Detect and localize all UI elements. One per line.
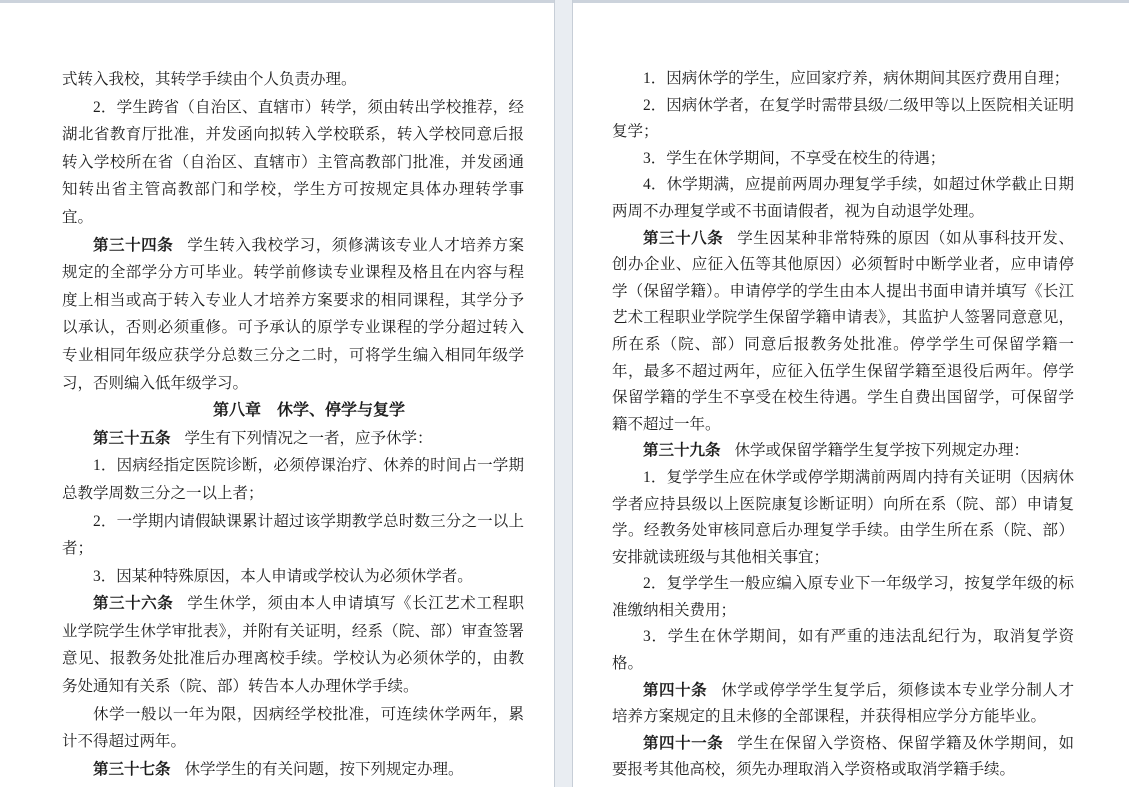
article-40 xyxy=(612,678,1074,731)
article-38-text: 学生因某种非常特殊的原因（如从事科技开发、创办企业、应征入伍等其他原因）必须暂时中断学业者，应申请停学（保留学籍）。申请停学的学生由本人提出书面申请并填写《长江艺术工程职业学院学生保留学籍申请表》，其监护人签署同意意见，所在系（院、部）同意后报教务处批准。停学学生可保留学籍一年，最多不超过两年，应征入伍学生保留学籍至退役后两年。停学保留学籍的学生不享受在校生待遇。学生自费出国留学，可保留学籍不超过一年。 xyxy=(612,229,1074,433)
page-left-text xyxy=(62,66,524,783)
article-39 xyxy=(612,438,1074,465)
list-item-2: 2．因病休学者，在复学时需带县级/二级甲等以上医院相关证明复学； xyxy=(612,96,1074,141)
article-34-text: 学生转入我校学习，须修满该专业人才培养方案规定的全部学分方可毕业。转学前修读专业课程及格且在内容与程度上相当或高于转入专业人才培养方案要求的相同课程，其学分予以承认，否则必须重修。可予承认的原学专业课程的学分超过转入专业相同年级应获学分总数三分之二时，可将学生编入相同年级学习，否则编入低年级学习。 xyxy=(62,236,524,392)
article-36 xyxy=(62,590,524,700)
paragraph-transfer-item-2: 2．学生跨省（自治区、直辖市）转学，须由转出学校推荐，经湖北省教育厅批准，并发函向拟转入学校联系，转入学校同意后报转入学校所在省（自治区、直辖市）主管高教部门批准，并发函通知转出省主管高教部门和学校，学生方可按规定具体办理转学事宜。 xyxy=(62,98,524,226)
article-39-text: 休学或保留学籍学生复学按下列规定办理： xyxy=(734,442,1029,460)
list-item-2: 2．复学学生一般应编入原专业下一年级学习，按复学年级的标准缴纳相关费用； xyxy=(612,575,1074,619)
article-41 xyxy=(612,731,1074,784)
page-right[interactable] xyxy=(573,3,1129,787)
article-40-text: 休学或停学学生复学后，须修读本专业学分制人才培养方案规定的且未修的全部课程，并获得相应学分方能毕业。 xyxy=(612,681,1074,726)
article-34-number: 第三十四条 xyxy=(93,236,174,254)
article-37-number: 第三十七条 xyxy=(93,760,171,778)
list-item-3: 3．学生在休学期间，如有严重的违法乱纪行为，取消复学资格。 xyxy=(612,628,1074,673)
article-41-number: 第四十一条 xyxy=(643,734,724,752)
article-39-number: 第三十九条 xyxy=(643,442,721,460)
article-35-number: 第三十五条 xyxy=(93,429,171,447)
article-38 xyxy=(612,226,1074,439)
article-37 xyxy=(62,756,524,784)
list-item-3: 3．学生在休学期间，不享受在校生的待遇； xyxy=(643,149,946,167)
page-right-text xyxy=(612,66,1074,784)
list-item-1: 1．复学学生应在休学或停学期满前两周内持有关证明（因病休学者应持县级以上医院康复诊断证明）向所在系（院、部）申请复学。经教务处审核同意后办理复学手续。由学生所在系（院、部）安排就读班级与其他相关事宜； xyxy=(612,468,1074,566)
article-41-text: 学生在保留入学资格、保留学籍及休学期间，如要报考其他高校，须先办理取消入学资格或取消学籍手续。 xyxy=(612,734,1074,779)
paragraph-continuation: 式转入我校，其转学手续由个人负责办理。 xyxy=(62,71,357,88)
article-36-number: 第三十六条 xyxy=(93,595,174,613)
article-35 xyxy=(62,425,524,453)
article-37-text: 休学学生的有关问题，按下列规定办理。 xyxy=(184,760,464,778)
article-36-text: 学生休学，须由本人申请填写《长江艺术工程职业学院学生休学审批表》，并附有关证明，经系（院、部）审查签署意见、报教务处批准后办理离校手续。学校认为必须休学的，由教务处通知有关系（院、部）转告本人办理休学手续。 xyxy=(62,595,524,696)
page-gap xyxy=(554,0,573,787)
paragraph-leave-limit: 休学一般以一年为限，因病经学校批准，可连续休学两年，累计不得超过两年。 xyxy=(62,705,524,751)
page-left[interactable] xyxy=(0,3,554,787)
article-38-number: 第三十八条 xyxy=(643,229,724,247)
list-item-1: 1．因病经指定医院诊断，必须停课治疗、休养的时间占一学期总教学周数三分之一以上者； xyxy=(62,457,524,502)
list-item-3: 3．因某种特殊原因，本人申请或学校认为必须休学者。 xyxy=(93,567,473,585)
chapter-8-heading: 第八章 休学、停学与复学 xyxy=(212,402,405,420)
article-40-number: 第四十条 xyxy=(643,681,708,699)
article-34 xyxy=(62,232,524,398)
list-item-2: 2．一学期内请假缺课累计超过该学期教学总时数三分之一以上者； xyxy=(62,512,524,558)
list-item-4: 4．休学期满，应提前两周办理复学手续，如超过休学截止日期两周不办理复学或不书面请假者，视为自动退学处理。 xyxy=(612,176,1074,220)
list-item-1: 1．因病休学的学生，应回家疗养，病休期间其医疗费用自理； xyxy=(643,70,1070,87)
article-35-text: 学生有下列情况之一者，应予休学： xyxy=(184,429,433,447)
